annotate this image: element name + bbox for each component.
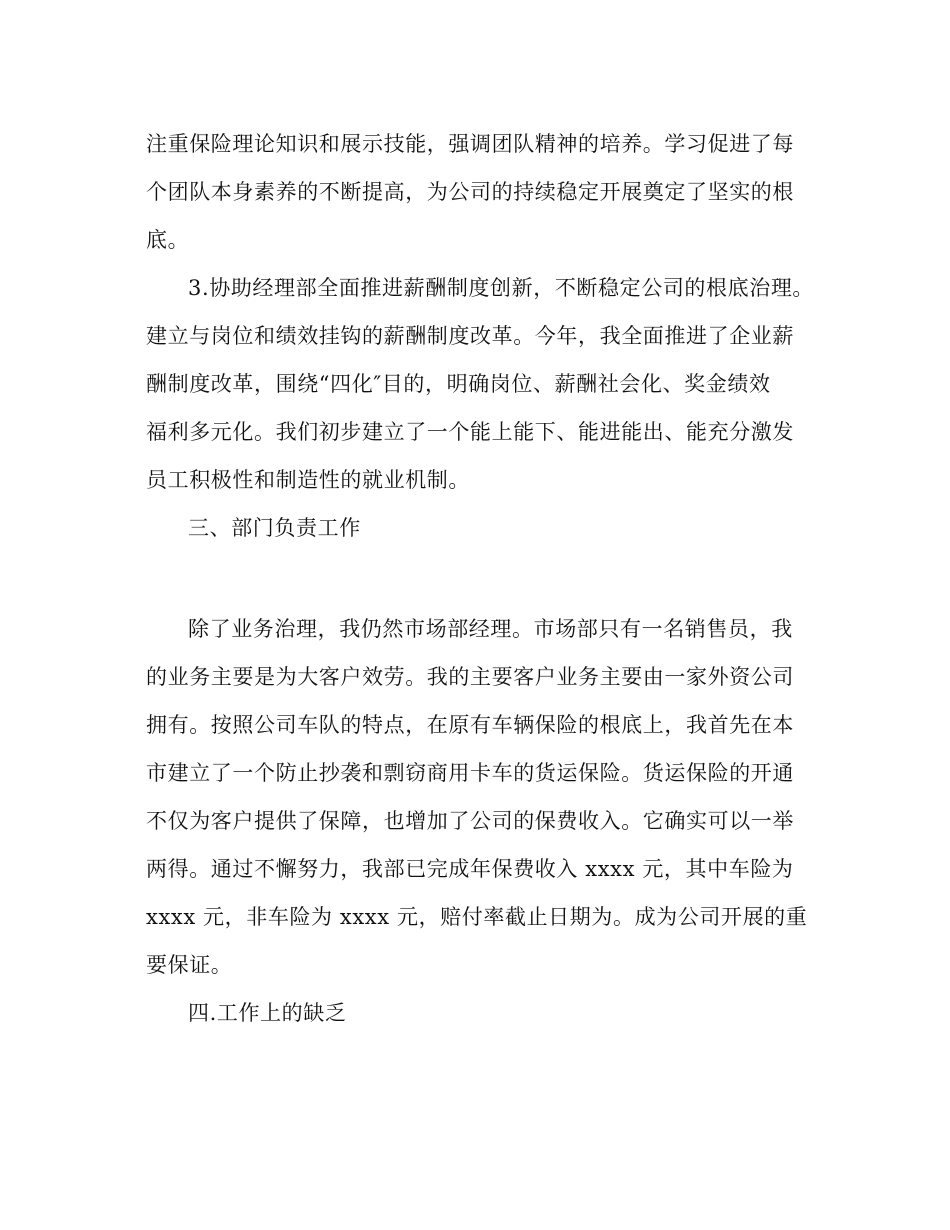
paragraph-line: 的业务主要是为大客户效劳。我的主要客户业务主要由一家外资公司	[146, 665, 794, 689]
paragraph-line: 除了业务治理，我仍然市场部经理。市场部只有一名销售员，我	[188, 617, 793, 641]
paragraph-line: 建立与岗位和绩效挂钩的薪酬制度改革。今年，我全面推进了企业薪	[146, 324, 794, 348]
paragraph-line: 要保证。	[146, 953, 233, 977]
paragraph-line: 3.协助经理部全面推进薪酬制度创新，不断稳定公司的根底治理。	[188, 276, 815, 300]
paragraph-line: 个团队本身素养的不断提高，为公司的持续稳定开展奠定了坚实的根	[146, 180, 794, 204]
paragraph-line: 福利多元化。我们初步建立了一个能上能下、能进能出、能充分激发	[146, 420, 794, 444]
paragraph-line: 拥有。按照公司车队的特点，在原有车辆保险的根底上，我首先在本	[146, 713, 794, 737]
paragraph-line: 两得。通过不懈努力，我部已完成年保费收入 xxxx 元，其中车险为	[146, 857, 794, 881]
paragraph-line: 员工积极性和制造性的就业机制。	[146, 468, 470, 492]
paragraph-line: 酬制度改革，围绕“四化″目的，明确岗位、薪酬社会化、奖金绩效	[146, 372, 771, 396]
paragraph-line: xxxx 元，非车险为 xxxx 元，赔付率截止日期为。成为公司开展的重	[146, 905, 808, 929]
paragraph-line: 不仅为客户提供了保障，也增加了公司的保费收入。它确实可以一举	[146, 809, 794, 833]
section-heading: 三、部门负责工作	[188, 516, 361, 540]
section-heading: 四.工作上的缺乏	[188, 1001, 347, 1025]
paragraph-line: 注重保险理论知识和展示技能，强调团队精神的培养。学习促进了每	[146, 132, 794, 156]
paragraph-line: 底。	[146, 228, 190, 252]
paragraph-line: 市建立了一个防止抄袭和剽窃商用卡车的货运保险。货运保险的开通	[146, 761, 794, 785]
